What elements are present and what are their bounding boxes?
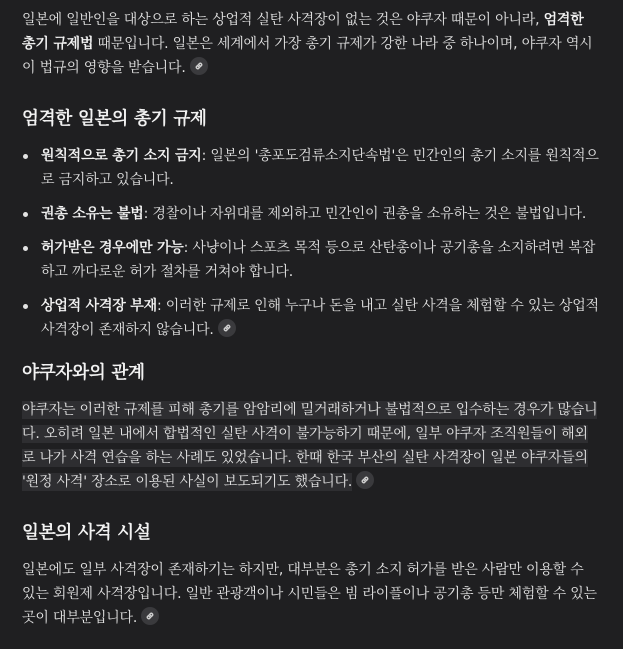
source-link-button[interactable] xyxy=(141,607,159,625)
link-icon xyxy=(194,61,204,71)
highlighted-text: 야쿠자는 이러한 규제를 피해 총기를 암암리에 밀거래하거나 불법적으로 입수하는 경우가 많습니다. 오히려 일본 내에서 합법적인 실탄 사격이 불가능하기 때문에, 일부 야쿠자 조직원들이 해외로 나가 사격 연습을 하는 사례도 있었습니다. 한때 한국 부산의 실탄 사격장이 일본 야쿠자들의 '원정 사격' 장소로 이용된 사실이 보도되기도 했습니다. xyxy=(22,402,598,490)
list-item xyxy=(22,144,601,192)
source-link-button[interactable] xyxy=(218,319,236,337)
bullet-dot xyxy=(23,246,28,251)
yakuza-paragraph xyxy=(22,398,601,494)
intro-bold: 엄격한 총기 규제법 xyxy=(22,12,584,52)
list-item xyxy=(22,202,601,226)
source-link-button[interactable] xyxy=(190,57,208,75)
list-item-bold: 권총 소유는 불법 xyxy=(41,206,144,222)
list-item-text: : 이러한 규제로 인해 누구나 돈을 내고 실탄 사격을 체험할 수 있는 상업적 사격장이 존재하지 않습니다. xyxy=(41,298,599,338)
list-item xyxy=(22,236,601,284)
facilities-paragraph xyxy=(22,558,601,630)
bullet-dot xyxy=(23,304,28,309)
source-link-button[interactable] xyxy=(356,471,374,489)
facilities-text: 일본에도 일부 사격장이 존재하기는 하지만, 대부분은 총기 소지 허가를 받은 사람만 이용할 수 있는 회원제 사격장입니다. 일반 관광객이나 시민들은 빔 라이플이나 공기총 등만 체험할 수 있는 곳이 대부분입니다. xyxy=(22,562,597,626)
section-heading-shooting-facilities: 일본의 사격 시설 xyxy=(22,523,151,543)
intro-paragraph xyxy=(22,8,601,80)
list-item-bold: 상업적 사격장 부재 xyxy=(41,298,157,314)
list-item-bold: 원칙적으로 총기 소지 금지 xyxy=(41,148,202,164)
intro-text-a: 일본에 일반인을 대상으로 하는 상업적 실탄 사격장이 없는 것은 야쿠자 때문이 아니라, xyxy=(22,12,544,28)
link-icon xyxy=(145,611,155,621)
list-item-text: : 사냥이나 스포츠 목적 등으로 산탄총이나 공기총을 소지하려면 복잡하고 까다로운 허가 절차를 거쳐야 합니다. xyxy=(41,240,596,280)
section-heading-yakuza: 야쿠자와의 관계 xyxy=(22,363,145,383)
list-item-text: : 일본의 '총포도검류소지단속법'은 민간인의 총기 소지를 원칙적으로 금지하고 있습니다. xyxy=(41,148,599,188)
list-item-text: : 경찰이나 자위대를 제외하고 민간인이 권총을 소유하는 것은 불법입니다. xyxy=(143,206,587,222)
link-icon xyxy=(360,475,370,485)
list-item-bold: 허가받은 경우에만 가능 xyxy=(41,240,184,256)
regulation-list xyxy=(22,144,601,342)
bullet-dot xyxy=(23,154,28,159)
link-icon xyxy=(222,323,232,333)
bullet-dot xyxy=(23,212,28,217)
section-heading-gun-regulation: 엄격한 일본의 총기 규제 xyxy=(22,109,207,129)
intro-text-b: 때문입니다. 일본은 세계에서 가장 총기 규제가 강한 나라 중 하나이며, 야쿠자 역시 이 법규의 영향을 받습니다. xyxy=(22,36,593,76)
list-item xyxy=(22,294,601,342)
